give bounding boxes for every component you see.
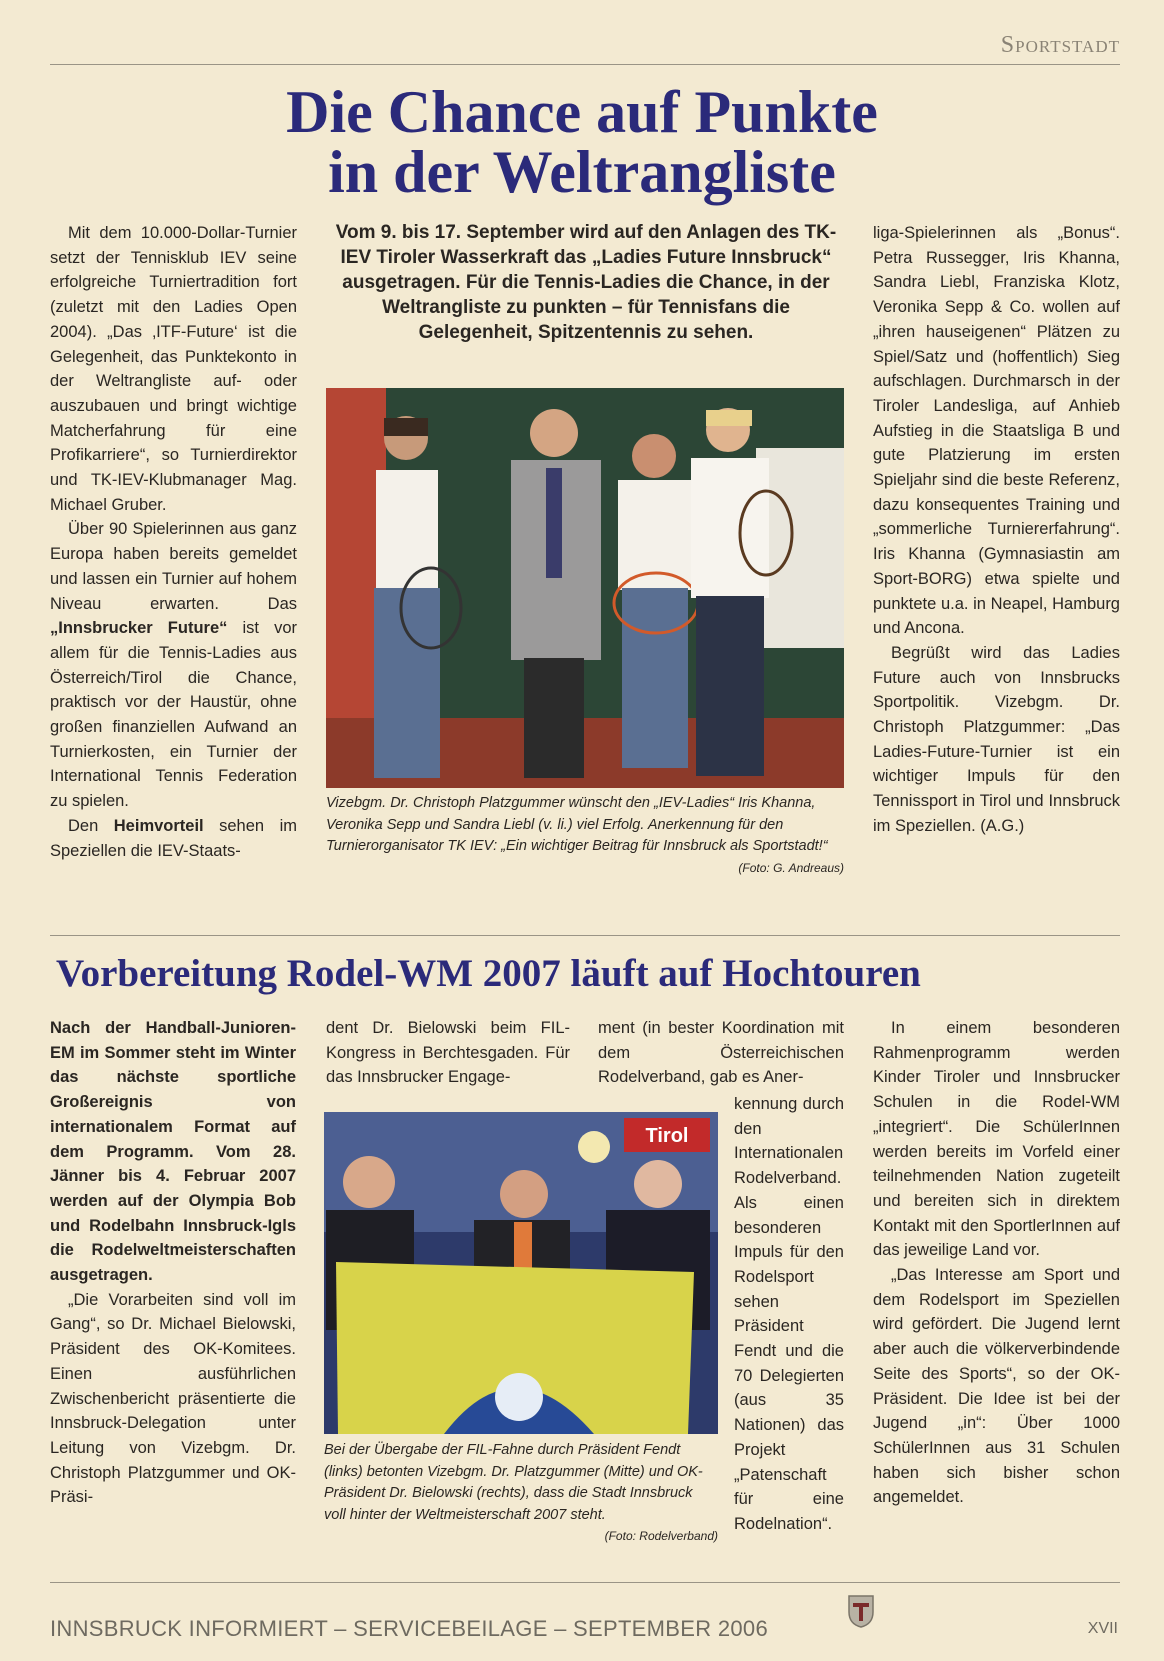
article2-column-3-narrow — [734, 1092, 844, 1537]
top-rule — [50, 64, 1120, 65]
article2-col1-p2: „Die Vorarbeiten sind voll im Gang“, so Dr. Michael Bielowski, Präsident des OK-Komitees. Einen ausführlichen Zwischenbericht präsentierte die Innsbruck-Delegation unter Leitung von Vizebgm. Dr. Christoph Platzgummer und OK-Präsi- — [50, 1290, 296, 1507]
article2-col3-top: ment (in bester Koordination mit dem Österreichischen Rodelverband, gab es Aner- — [598, 1019, 844, 1087]
article1-headline-line1: Die Chance auf Punkte — [286, 79, 878, 145]
article1-caption-text: Vizebgm. Dr. Christoph Platzgummer wünscht den „IEV-Ladies“ Iris Khanna, Veronika Sepp und Sandra Liebl (v. li.) viel Erfolg. Anerkennung für den Turnierorganisator TK IEV: „Ein wichtiger Beitrag für Innsbruck als Sportstadt!“ — [326, 795, 828, 854]
article1-col3-p1: liga-Spielerinnen als „Bonus“. Petra Russegger, Iris Khanna, Sandra Liebl, Franziska Klotz, Veronika Sepp & Co. wollen auf „ihren hauseigenen“ Plätzen zu Spiel/Satz und (hoffentlich) Sieg aufschlagen. Durchmarsch in der Tiroler Landesliga, auf Anhieb Aufstieg in die Staatsliga B und gute Platzierung im ersten Spieljahr sind die beste Referenz, dazu konsequentes Training und „sommerliche Turniererfahrung“. Iris Khanna (Gymnasiastin am Sport-BORG) etwa spielte und punktete u.a. in Neapel, Hamburg und Ancona. — [873, 224, 1120, 638]
article1-headline-line2: in der Weltrangliste — [328, 139, 836, 205]
middle-rule — [50, 935, 1120, 936]
article2-col1-lead: Nach der Handball-Junioren-EM im Sommer steht im Winter das nächste sportliche Großereignis von internationalem Format auf dem Programm. Vom 28. Jänner bis 4. Februar 2007 werden auf der Olympia Bob und Rodelbahn Innsbruck-Igls die Rodelweltmeisterschaften ausgetragen. — [50, 1019, 296, 1285]
photo-sign-text: Tirol — [645, 1125, 689, 1147]
page-number: XVII — [1087, 1620, 1118, 1637]
article1-col3-p2: Begrüßt wird das Ladies Future auch von Innsbrucks Sportpolitik. Vizebgm. Dr. Christoph Platzgummer: „Das Ladies-Future-Turnier ist ein wichtiger Impuls für den Tennissport in Tirol und Innsbruck im Speziellen. (A.G.) — [873, 643, 1120, 835]
article2-column-4 — [873, 1016, 1120, 1510]
city-crest-icon — [847, 1594, 875, 1633]
footer-rule — [50, 1582, 1120, 1583]
section-label: Sportstadt — [1000, 32, 1120, 58]
article2-caption-text: Bei der Übergabe der FIL-Fahne durch Präsident Fendt (links) betonten Vizebgm. Dr. Platzgummer (Mitte) und OK-Präsident Dr. Bielowski (rechts), dass die Stadt Innsbruck voll hinter der Weltmeisterschaft 2007 steht. — [324, 1442, 703, 1523]
article2-column-1 — [50, 1016, 296, 1510]
article2-column-2 — [326, 1016, 570, 1090]
article1-col1-p3: Den Heimvorteil sehen im Speziellen die IEV-Staats- — [50, 816, 297, 860]
article2-col2-text: dent Dr. Bielowski beim FIL-Kongress in Berchtesgaden. Für das Innsbrucker Engage- — [326, 1019, 570, 1087]
article1-column-1 — [50, 221, 297, 863]
article2-column-3-top — [598, 1016, 844, 1090]
article1-photo — [326, 388, 844, 788]
article1-caption — [326, 793, 844, 879]
article1-lead: Vom 9. bis 17. September wird auf den Anlagen des TK-IEV Tiroler Wasserkraft das „Ladies Future Innsbruck“ ausgetragen. Für die Tennis-Ladies die Chance, in der Weltrangliste zu punkten – für Tennisfans die Gelegenheit, Spitzentennis zu sehen. — [335, 222, 837, 343]
article2-col4-p1: In einem besonderen Rahmenprogramm werden Kinder Tiroler und Innsbrucker Schulen in die Rodel-WM „integriert“. Die SchülerInnen werden bereits im Vorfeld einer teilnehmenden Nation zugeteilt und bereiten sich in direktem Kontakt mit den SportlerInnen auf das jeweilige Land vor. — [873, 1019, 1120, 1260]
article1-column-3 — [873, 221, 1120, 839]
article1-headline — [0, 79, 1164, 205]
article2-caption — [324, 1440, 718, 1548]
article2-col4-p2: „Das Interesse am Sport und dem Rodelsport im Speziellen wird gefördert. Die Jugend lernt aber auch die völkerverbindende Seite des Sports“, so der OK-Präsident. Die Idee ist bei der Jugend „in“: Über 1000 SchülerInnen aus 31 Schulen haben sich bisher schon angemeldet. — [873, 1266, 1120, 1507]
article1-col1-p1: Mit dem 10.000-Dollar-Turnier setzt der Tennisklub IEV seine erfolgreiche Turniertradition fort (zuletzt mit den Ladies Open 2004). „Das ‚ITF-Future‘ ist die Gelegenheit, das Punktekonto in der Weltrangliste auf- oder auszubauen und bringt wichtige Matcherfahrung für eine Profikarriere“, so Turnierdirektor und TK-IEV-Klubmanager Mag. Michael Gruber. — [50, 224, 297, 514]
article2-photo-credit: (Foto: Rodelverband) — [604, 1529, 718, 1543]
footer-title: INNSBRUCK INFORMIERT – SERVICEBEILAGE – SEPTEMBER 2006 — [50, 1616, 768, 1641]
article1-col1-p2: Über 90 Spielerinnen aus ganz Europa haben bereits gemeldet und lassen ein Turnier auf hohem Niveau erwarten. Das „Innsbrucker Future“ ist vor allem für die Tennis-Ladies aus Österreich/Tirol die Chance, praktisch vor der Haustür, ohne großen finanziellen Aufwand an Turnierkosten, ein Turnier der International Tennis Federation zu spielen. — [50, 520, 297, 811]
article2-headline: Vorbereitung Rodel-WM 2007 läuft auf Hochtouren — [56, 952, 921, 995]
article2-col3-narrow: kennung durch den Internationalen Rodelverband. Als einen besonderen Impuls für den Rodelsport sehen Präsident Fendt und die 70 Delegierten (aus 35 Nationen) das Projekt „Patenschaft für eine Rodelnation“. — [734, 1095, 844, 1533]
article2-photo — [324, 1112, 718, 1434]
article1-photo-credit: (Foto: G. Andreaus) — [738, 860, 844, 875]
